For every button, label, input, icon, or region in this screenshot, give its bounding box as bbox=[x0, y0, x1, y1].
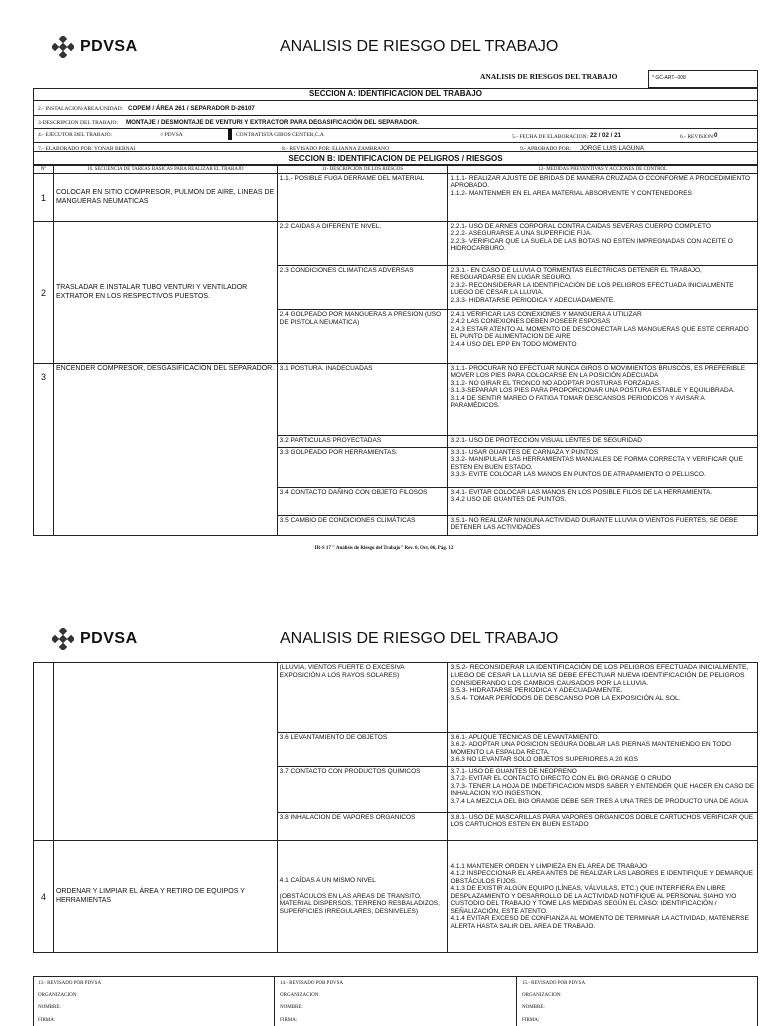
measure-cell: 3.3.1- USAR GUANTES DE CARNAZA Y PUNTOS 3.3.2- MANIPULAR LAS HERRAMIENTAS MANUALES DE FORMA CORRECTA Y VERIFICAR QUE ESTEN EN BUEN ESTADO. 3.3.3- EVITE COLOCAR LAS MANOS EN PUNTOS DE ATRAPAMIENTO O PELLISCO. bbox=[448, 448, 758, 488]
aprobado-label: 9.- APROBADO POR: bbox=[520, 146, 571, 152]
instalacion-label: 2.- INSTALACION/AREA/UNIDAD: bbox=[38, 106, 124, 112]
pdvsa-logo-icon bbox=[52, 36, 74, 58]
measure-cell: 4.1.1 MANTENER ORDEN Y LIMPIEZA EN EL AREA DE TRABAJO 4.1.2 INSPECCIONAR EL AREA ANTES DE REALIZAR LAS LABORES E IDENTIFIQUE Y DEMARQUE OBSTÁCULOS FIJOS. 4.1.3 DE EXISTIR ALGÚN EQUIPO (LÍNEAS, VÁLVULAS, ETC.) QUE INTERFIERA EN LIBRE DESPLAZAMIENTO Y DESARROLLO DE LA ACTIVIDAD NOTIFIQUE AL PERSONAL SIAHO Y/O CUSTODIO DEL TRABAJO Y TOME LAS MEDIDAS SEGÚN EL CASO: IDENTIFICACIÓN / SEÑALIZACIÓN, ESTE ATENTO. 4.1.4 EVITAR EXCESO DE CONFIANZA AL MOMENTO DE TERMINAR LA ACTIVIDAD, MATENERSE ALERTA HASTA SALIR DEL AREA DE TRABAJO. bbox=[448, 841, 758, 953]
risk-cell: 3.8 INHALACION DE VAPORES ORGANICOS bbox=[277, 813, 448, 841]
col-meas: 12- MEDIDAS PREVENTIVAS Y ACCIONES DE CONTROL bbox=[448, 166, 758, 174]
section-b-title: SECCION B: IDENTIFICACION DE PELIGROS / RIESGOS bbox=[288, 154, 503, 163]
ejecutor-label: 4.- EJECUTOR DEL TRABAJO: bbox=[38, 132, 113, 138]
risk-cell: 4.1 CAÍDAS A UN MISMO NIVEL (OBSTÁCULOS EN LAS AREAS DE TRANSITO, MATERIAL DISPERSOS, TERRENO RESBALADIZOS, SUPERFICIES IRREGULARES, DESNIVELES) bbox=[277, 841, 448, 953]
task-cell bbox=[53, 663, 277, 841]
risk-cell: 1.1.- POSIBLE FUGA DERRAME DEL MATERIAL bbox=[277, 174, 448, 222]
col-risk: 11- DESCRIPCIÓN DE LOS RIESGOS bbox=[277, 166, 448, 174]
sig3-name: NOMBRE: bbox=[522, 1005, 545, 1010]
sig3-org: ORGANIZACION: bbox=[522, 993, 562, 998]
pdvsa-logo-icon bbox=[52, 628, 74, 650]
form-name: ANALISIS DE RIESGOS DEL TRABAJO bbox=[480, 72, 618, 81]
ejecutor-pdvsa[interactable]: ○ PDVSA bbox=[160, 132, 183, 138]
pdvsa-logo bbox=[52, 36, 138, 58]
elaborado-por: 7.- ELABORADO POR: YONAR BERNAI bbox=[38, 146, 136, 152]
contratista: CONTRATISTA GIROS CENTER,C.A bbox=[236, 132, 324, 138]
sig2-title: 14.- REVISADO POR PDVSA bbox=[280, 981, 344, 986]
sig2-org: ORGANIZACION: bbox=[280, 993, 320, 998]
table-row bbox=[34, 663, 758, 733]
row-number: 3 bbox=[34, 364, 54, 536]
measure-cell: 3.1.1- PROCURAR NO EFECTUAR NUNCA GIROS O MOVIMIENTOS BRUSCOS, ES PREFERIBLE MOVER LOS PIES PARA COLOCARSE EN LA POSICIÓN ADECUADA 3.1.2- NO GIRAR EL TRONCO NO ADOPTAR POSTURAS FORZADAS. 3.1.3-SEPARAR LOS PIES PARA PROPORCIONAR UNA POSTURA ESTABLE Y EQUILIBRADA. 3.1.4 DE SENTIR MAREO O FATIGA TOMAR DESCANSOS PERIODICOS Y AVISAR A PARAMÉDICOS. bbox=[448, 364, 758, 436]
table-row bbox=[34, 222, 758, 266]
sig2-firma: FIRMA: bbox=[280, 1018, 298, 1023]
logo-text: PDVSA bbox=[80, 630, 138, 647]
measure-cell: 3.8.1- USO DE MASCARILLAS PARA VAPORES ORGANICOS DOBLE CARTUCHOS VERIFICAR QUE LOS CARTUCHOS ESTEN EN BUEN ESTADO bbox=[448, 813, 758, 841]
revision-value: 0 bbox=[714, 132, 718, 139]
form-code: * GC-ART--008 bbox=[652, 75, 686, 81]
risk-table-page-1 bbox=[33, 165, 758, 536]
revisado-por: 8.- REVISADO POR: ELIANNA ZAMBRANO bbox=[282, 146, 390, 152]
descripcion-label: 3-DESCRIPCION DEL TRABAJO: bbox=[38, 120, 119, 126]
fecha-label: 5.- FECHA DE ELABORACION: bbox=[512, 134, 589, 140]
sig3-title: 15.- REVISADO POR PDVSA bbox=[522, 981, 586, 986]
sig1-firma: FIRMA: bbox=[38, 1018, 56, 1023]
measure-cell: 2.4.1 VERIFICAR LAS CONEXIONES Y MANGUERA A UTILIZAR 2.4.2 LAS CONEXIONES DEBEN POSEER ESPOSAS 2.4.3 ESTAR ATENTO AL MOMENTO DE DESCONECTAR LAS MANGUERAS QUE ESTE CERRADO EL PUNTO DE ALIMENTACION DE AIRE 2.4.4 USO DEL EPP EN TODO MOMENTO bbox=[448, 310, 758, 364]
sig1-org: ORGANIZACION: bbox=[38, 993, 78, 998]
descripcion-value: MONTAJE / DESMONTAJE DE VENTURI Y EXTRACTOR PARA DEGASIFICACIÓN DEL SEPARADOR. bbox=[126, 119, 419, 126]
risk-table-page-2 bbox=[33, 662, 758, 953]
measure-cell: 2.2.1- USO DE ARNES CORPORAL CONTRA CAIDAS SEVERAS CUERPO COMPLETO 2.2.2- ASEGURARSE A UNA SUPERFICIE FIJA. 2.2.3- VERIFICAR QUE LA SUELA DE LAS BOTAS NO ESTEN IMPREGNADAS CON ACEITE O HIDROCARBURO. bbox=[448, 222, 758, 266]
instalacion-value: COPEM / ÁREA 261 / SEPARADOR D-26107 bbox=[128, 105, 255, 112]
page-title: ANALISIS DE RIESGO DEL TRABAJO bbox=[280, 38, 559, 55]
col-n: Nº bbox=[34, 166, 54, 174]
task-cell: COLOCAR EN SITIO COMPRESOR, PULMON DE AIRE, LINEAS DE MANGUERAS NEUMATICAS bbox=[53, 174, 277, 222]
measure-cell: 3.5.2- RECONSIDERAR LA IDENTIFICACIÓN DE LOS PELIGROS EFECTUADA INICIALMENTE, LUEGO DE CESAR LA LLUVIA SE DEBE EFECTUAR NUEVA IDENTIFICACIÓN DE PELIGROS CONSIDERANDO LOS CAMBIOS CAUSADOS POR LA LLUVIA. 3.5.3- HIDRATARSE PERIODICA Y ADECUADAMENTE. 3.5.4- TOMAR PERÍODOS DE DESCANSO POR LA EXPOSICIÓN AL SOL. bbox=[448, 663, 758, 733]
risk-cell: 2.4 GOLPEADO POR MANGUERAS A PRESION (USO DE PISTOLA NEUMATICA) bbox=[277, 310, 448, 364]
risk-cell: 2.3 CONDICIONES CLIMATICAS ADVERSAS bbox=[277, 266, 448, 310]
risk-cell: 3.6 LEVANTAMIENTO DE OBJETOS bbox=[277, 733, 448, 767]
sig2-name: NOMBRE: bbox=[280, 1005, 303, 1010]
sig3-firma: FIRMA: bbox=[522, 1018, 540, 1023]
risk-cell: 3.7 CONTACTO CON PRODUCTOS QUIMICOS bbox=[277, 767, 448, 813]
contratista-checkbox[interactable] bbox=[228, 129, 232, 140]
table-row bbox=[34, 841, 758, 953]
logo-text: PDVSA bbox=[80, 38, 138, 55]
risk-cell: 3.5 CAMBIO DE CONDICIONES CLIMÁTICAS bbox=[277, 516, 448, 536]
row-number bbox=[34, 663, 54, 841]
pdvsa-logo bbox=[52, 628, 138, 650]
measure-cell: 2.3.1.- EN CASO DE LLUVIA O TORMENTAS ELECTRICAS DETENER EL TRABAJO, RESGUARDARSE EN LUGAR SEGURO. 2.3.2- RECONSIDERAR LA IDENTIFICACIÓN DE LOS PELIGROS EFECTUADA INICIALMENTE LUEGO DE CESAR LA LLUVIA. 2.3.3- HIDRATARSE PERIODICA Y ADECUADAMENTE. bbox=[448, 266, 758, 310]
sig1-title: 13.- REVISADO POR PDVSA bbox=[38, 981, 102, 986]
row-number: 1 bbox=[34, 174, 54, 222]
task-cell: ORDENAR Y LIMPIAR EL ÁREA Y RETIRO DE EQUIPOS Y HERRAMIENTAS bbox=[53, 841, 277, 953]
risk-cell: 3.3 GOLPEADO POR HERRAMIENTAS. bbox=[277, 448, 448, 488]
risk-cell: 3.4 CONTACTO DAÑINO CON OBJETO FILOSOS bbox=[277, 488, 448, 516]
signature-area bbox=[33, 976, 758, 1026]
risk-cell: (LLUVIA, VIENTOS FUERTE O EXCESIVA EXPOSICIÓN A LOS RAYOS SOLARES) bbox=[277, 663, 448, 733]
risk-cell: 3.2 PARTICULAS PROYECTADAS bbox=[277, 436, 448, 448]
table-row bbox=[34, 174, 758, 222]
risk-cell: 2.2 CAIDAS A DIFERENTE NIVEL. bbox=[277, 222, 448, 266]
page-title: ANALISIS DE RIESGO DEL TRABAJO bbox=[280, 630, 559, 647]
measure-cell: 3.2.1- USO DE PROTECCION VISUAL LENTES DE SEGURIDAD bbox=[448, 436, 758, 448]
section-a-title: SECCION A: IDENTIFICACION DEL TRABAJO bbox=[309, 89, 482, 98]
measure-cell: 3.7.1- USO DE GUANTES DE NEOPRENO 3.7.2- EVITAR EL CONTACTO DIRECTO CON EL BIG ORANGE O CRUDO 3.7.3- TENER LA HOJA DE INDETIFICACION MSDS SABER Y ENTENDER QUE HACER EN CASO DE INHALACION Y/O INGESTION. 3.7.4 LA MEZCLA DEL BIG ORANGE DEBE SER TRES A UNA TRES DE PRODUCTO UNA DE AGUA bbox=[448, 767, 758, 813]
measure-cell: 3.5.1- NO REALIZAR NINGUNA ACTIVIDAD DURANTE LLUVIA O VIENTOS FUERTES, SE DEBE DETENER LAS ACTIVIDADES bbox=[448, 516, 758, 536]
fecha-value: 22 / 02 / 21 bbox=[590, 132, 621, 139]
table-row bbox=[34, 364, 758, 436]
aprobado-value: JORGE LUIS LAGUNA bbox=[580, 145, 644, 152]
measure-cell: 1.1.1- REALIZAR AJUSTE DE BRIDAS DE MANERA CRUZADA O CCONFORME A PROCEDIMIENTO APROBADO. 1.1.2- MANTENMER EN EL AREA MATERIAL ABSORVENTE Y CONTENEDORES bbox=[448, 174, 758, 222]
page-2 bbox=[0, 600, 768, 1024]
measure-cell: 3.4.1- EVITAR COLOCAR LAS MANOS EN LOS POSIBLE FILOS DE LA HERRAMIENTA. 3.4.2 USO DE GUANTES DE PUNTOS. bbox=[448, 488, 758, 516]
page-footer: IR-S 17 " Análisis de Riesgo del Trabajo" Rev. 0, Oct. 06, Pág. 12 bbox=[314, 546, 454, 551]
task-cell: ENCENDER COMPRESOR, DESGASIFICACION DEL SEPARADOR. bbox=[53, 364, 277, 536]
col-task: 10. SECUENCIA DE TAREAS BASICAS PARA REALIZAR EL TRABAJO bbox=[53, 166, 277, 174]
task-cell: TRASLADAR E INSTALAR TUBO VENTURI Y VENTILADOR EXTRATOR EN LOS RESPECTIVOS PUESTOS. bbox=[53, 222, 277, 364]
table-header-row bbox=[34, 166, 758, 174]
revision-label: 6.- REVISION: bbox=[680, 134, 715, 140]
sig1-name: NOMBRE: bbox=[38, 1005, 61, 1010]
row-number: 2 bbox=[34, 222, 54, 364]
measure-cell: 3.6.1- APLIQUE TECNICAS DE LEVANTAMIENTO. 3.6.2- ADOPTAR UNA POSICION SEGURA DOBLAR LAS PIERNAS MANTENIENDO EN TODO MOMENTO LA ESPALDA RECTA. 3.6.3 NO LEVANTAR SOLO OBJETOS SUPERIORES A 20 KGS bbox=[448, 733, 758, 767]
risk-cell: 3.1 POSTURA. INADECUADAS bbox=[277, 364, 448, 436]
row-number: 4 bbox=[34, 841, 54, 953]
